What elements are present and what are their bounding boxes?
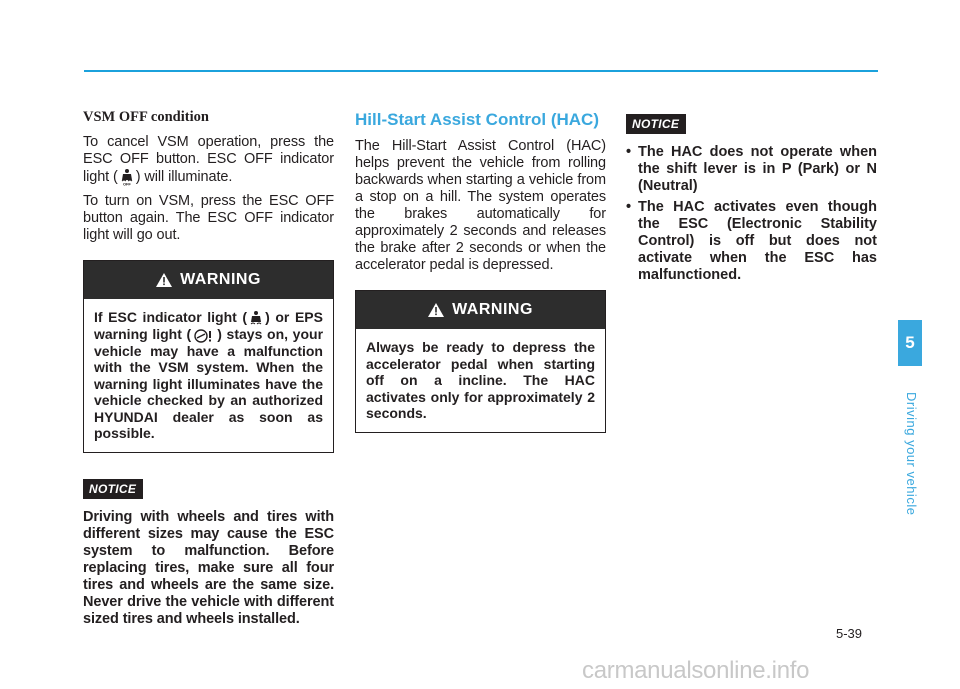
- bullet-text: The HAC does not operate when the shift lever is in P (Park) or N (Neutral): [638, 144, 877, 194]
- notice-list: [626, 144, 877, 284]
- esc-off-indicator-icon: [120, 168, 134, 186]
- warning-title: WARNING: [452, 301, 533, 318]
- chapter-tab: 5: [898, 320, 922, 366]
- warning-triangle-icon: [156, 273, 172, 287]
- esc-indicator-icon: [249, 310, 263, 326]
- notice-badge: NOTICE: [83, 479, 143, 499]
- column-2: [355, 108, 606, 433]
- vsm-cancel-text-a: To cancel VSM operation, press the ESC OFF button. ESC OFF indicator light (: [83, 134, 334, 185]
- vsm-turn-on-paragraph: To turn on VSM, press the ESC OFF button again. The ESC OFF indicator light will go out.: [83, 193, 334, 243]
- esc-warning-box: [83, 260, 334, 453]
- bullet-text: The HAC activates even though the ESC (Electronic Stability Control) is off but does not activate when the ESC has malfunctioned.: [638, 199, 877, 283]
- list-item: • The HAC activates even though the ESC (Electronic Stability Control) is off but does not activate when the ESC has malfunctioned.: [626, 199, 877, 283]
- hac-paragraph: The Hill-Start Assist Control (HAC) helps prevent the vehicle from rolling backwards when starting a vehicle from a stop on a hill. The system operates the brakes automatically for approximately 2 seconds and releases the brake after 2 seconds or when the accelerator pedal is depressed.: [355, 138, 606, 273]
- warning-text: Always be ready to depress the accelerator pedal when starting off on a incline. The HAC activates only for approximately 2 seconds.: [366, 339, 595, 421]
- vsm-off-subheading: VSM OFF condition: [83, 109, 209, 125]
- list-item: • The HAC does not operate when the shift lever is in P (Park) or N (Neutral): [626, 144, 877, 194]
- column-1: [83, 108, 334, 635]
- eps-warning-icon: [193, 329, 215, 343]
- warning-header: [356, 291, 605, 329]
- hac-heading: Hill-Start Assist Control (HAC): [355, 110, 599, 129]
- notice-badge: NOTICE: [626, 114, 686, 134]
- warning-header: [84, 261, 333, 299]
- svg-text:OFF: OFF: [122, 181, 131, 186]
- warning-text: [84, 299, 333, 452]
- watermark: carmanualsonline.info: [582, 657, 810, 684]
- warning-triangle-icon: [428, 303, 444, 317]
- warning-text-b: ) or EPS warning light (: [94, 309, 323, 343]
- hac-warning-box: [355, 290, 606, 433]
- column-3: [626, 108, 877, 288]
- page-number: 5-39: [836, 626, 863, 641]
- vsm-cancel-text-b: ) will illuminate.: [135, 168, 233, 185]
- warning-title: WARNING: [180, 271, 261, 288]
- warning-text-a: If ESC indicator light (: [94, 309, 248, 325]
- warning-text-c: ) stays on, your vehicle may have a malfunction with the VSM system. When the warning light illuminates have the vehicle checked by an authorized HYUNDAI dealer as soon as possible.: [94, 326, 324, 442]
- vsm-cancel-paragraph: [83, 134, 334, 186]
- top-rule: [84, 70, 878, 72]
- notice-text: Driving with wheels and tires with different sizes may cause the ESC system to malfunction. Before replacing tires, make sure all four tires and wheels are the same size. Never drive the vehicle with different sized tires and wheels installed.: [83, 508, 334, 627]
- chapter-label: Driving your vehicle: [904, 392, 919, 516]
